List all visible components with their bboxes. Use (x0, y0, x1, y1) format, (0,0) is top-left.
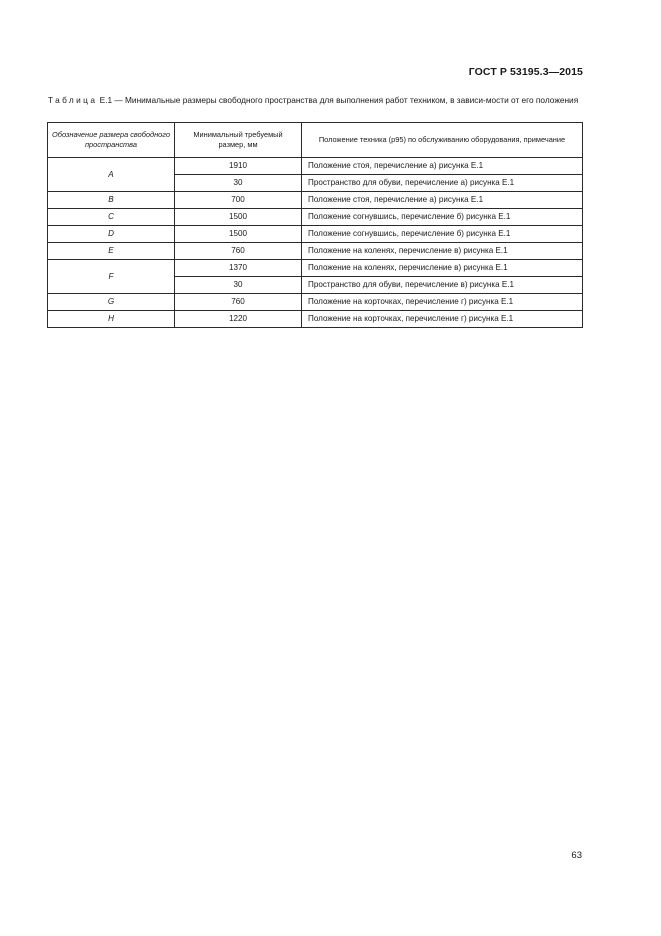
table-caption-label: Таблица (48, 95, 98, 105)
cell-designation: A (48, 158, 175, 192)
header-position-note: Положение техника (p95) по обслуживанию оборудования, примечание (302, 123, 583, 158)
cell-note: Положение на корточках, перечисление г) рисунка Е.1 (302, 311, 583, 328)
cell-designation: E (48, 243, 175, 260)
cell-designation: D (48, 226, 175, 243)
cell-designation: G (48, 294, 175, 311)
table-header-row (48, 123, 583, 158)
table-row (48, 209, 583, 226)
header-designation: Обозначение размера свободного пространства (48, 123, 175, 158)
cell-designation: H (48, 311, 175, 328)
table-row (48, 311, 583, 328)
cell-size: 30 (175, 277, 302, 294)
cell-size: 700 (175, 192, 302, 209)
table-caption (48, 94, 584, 106)
table-row (48, 158, 583, 175)
cell-designation: B (48, 192, 175, 209)
cell-note: Пространство для обуви, перечисление а) рисунка Е.1 (302, 175, 583, 192)
cell-size: 1220 (175, 311, 302, 328)
cell-note: Положение на коленях, перечисление в) рисунка Е.1 (302, 260, 583, 277)
cell-note: Положение согнувшись, перечисление б) рисунка Е.1 (302, 209, 583, 226)
table-row (48, 294, 583, 311)
page-number: 63 (571, 850, 582, 861)
cell-size: 1910 (175, 158, 302, 175)
cell-designation: C (48, 209, 175, 226)
table-row (48, 192, 583, 209)
table-row (48, 243, 583, 260)
cell-note: Положение стоя, перечисление а) рисунка Е.1 (302, 192, 583, 209)
table-row (48, 260, 583, 277)
cell-note: Положение на корточках, перечисление г) рисунка Е.1 (302, 294, 583, 311)
table-caption-text: Е.1 — Минимальные размеры свободного пространства для выполнения работ техником, в зависи-мости от его положения (99, 95, 579, 105)
cell-size: 30 (175, 175, 302, 192)
clearance-table (47, 122, 583, 328)
cell-note: Пространство для обуви, перечисление в) рисунка Е.1 (302, 277, 583, 294)
cell-note: Положение согнувшись, перечисление б) рисунка Е.1 (302, 226, 583, 243)
table-row (48, 226, 583, 243)
cell-note: Положение на коленях, перечисление в) рисунка Е.1 (302, 243, 583, 260)
cell-size: 1370 (175, 260, 302, 277)
cell-size: 760 (175, 294, 302, 311)
header-min-size: Минимальный требуемый размер, мм (175, 123, 302, 158)
cell-size: 760 (175, 243, 302, 260)
cell-note: Положение стоя, перечисление а) рисунка Е.1 (302, 158, 583, 175)
document-code: ГОСТ Р 53195.3—2015 (468, 66, 583, 78)
cell-designation: F (48, 260, 175, 294)
cell-size: 1500 (175, 226, 302, 243)
cell-size: 1500 (175, 209, 302, 226)
